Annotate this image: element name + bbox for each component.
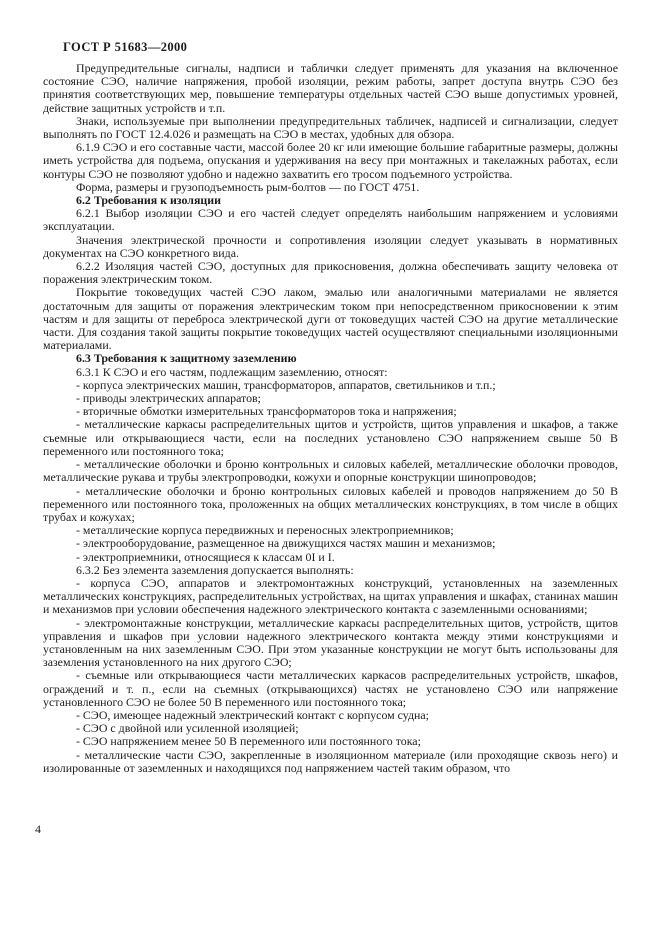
list-item: - электромонтажные конструкции, металлические каркасы распределительных щитов, устройств, щитов управления и шкафов при условии надежного электрического контакта между этими конструкциями и установленным на них заземленным СЭО. При этом указанные конструкции не могут быть использованы для заземления установленного на них другого СЭО;: [43, 615, 618, 670]
list-item: - металлические оболочки и броню контрольных силовых кабелей и проводов напряжением до 50 В переменного или постоянного тока, проложенных на общих металлических конструкциях, в том числе в общих трубах и кожухах;: [43, 483, 618, 524]
paragraph: Предупредительные сигналы, надписи и таблички следует применять для указания на включенное состояние СЭО, наличие напряжения, пробой изоляции, режим работы, запрет доступа внутрь СЭО без принятия соответствующих мер, повышение температуры отдельных частей СЭО выше допустимых уровней, действие защитных устройств и т.п.: [43, 61, 618, 115]
paragraph: Знаки, используемые при выполнении предупредительных табличек, надписей и сигнализации, следует выполнять по ГОСТ 12.4.026 и размещать на СЭО в местах, удобных для обзора.: [43, 113, 618, 142]
list-item: - СЭО, имеющее надежный электрический контакт с корпусом судна;: [76, 707, 429, 722]
document-header: ГОСТ Р 51683—2000: [63, 40, 188, 54]
list-item: - корпуса СЭО, аппаратов и электромонтажных конструкций, установленных на заземленных металлических конструкциях, распределительных устройствах, на щитах управления и шкафах, станинах машин и механизмов при условии обеспечения надежного электрического контакта с заземленными основаниями;: [43, 575, 618, 617]
paragraph: 6.3.1 К СЭО и его частям, подлежащим заземлению, относят:: [76, 364, 388, 379]
paragraph: Покрытие токоведущих частей СЭО лаком, эмалью или аналогичными материалами не является достаточным для защиты от поражения электрическим током при непосредственном прикосновении к этим частям и для защиты от переброса электрической дуги от токоведущих частей СЭО на другие металлические части. Для создания такой защиты покрытие токоведущих частей осуществляют специальными изоляционными материалами.: [43, 285, 618, 353]
paragraph: Форма, размеры и грузоподъемность рым-болтов — по ГОСТ 4751.: [76, 179, 420, 194]
list-item: - съемные или открывающиеся части металлических каркасов распределительных устройств, шкафов, ограждений и т. п., если на съемных (открывающихся) частях не установлено СЭО или напряжение установленного СЭО не более 50 В переменного или постоянного тока;: [43, 668, 618, 709]
list-item: - СЭО напряжением менее 50 В переменного или постоянного тока;: [76, 734, 421, 749]
list-item: - вторичные обмотки измерительных трансформаторов тока и напряжения;: [76, 404, 457, 419]
list-item: - металлические каркасы распределительных щитов и устройств, щитов управления и шкафов, а также съемные или открывающиеся части, если на последних установлено СЭО напряжением свыше 50 В переменного или постоянного тока;: [43, 417, 618, 458]
section-heading: 6.3 Требования к защитному заземлению: [76, 351, 297, 366]
section-heading: 6.2 Требования к изоляции: [76, 193, 221, 208]
paragraph: 6.2.1 Выбор изоляции СЭО и его частей следует определять наибольшим напряжением и условиями эксплуатации.: [43, 206, 618, 234]
paragraph: 6.3.2 Без элемента заземления допускается выполнять:: [76, 562, 354, 577]
page-number: 4: [35, 822, 41, 836]
document-body: [43, 62, 618, 775]
paragraph: 6.2.2 Изоляция частей СЭО, доступных для прикосновения, должна обеспечивать защиту человека от поражения электрическим током.: [43, 259, 618, 287]
list-item: - металлические корпуса передвижных и переносных электроприемников;: [76, 523, 454, 538]
list-item: - металлические оболочки и броню контрольных и силовых кабелей, металлические оболочки проводов, металлические рукава и трубы электропроводки, кожухи и опорные конструкции шинопроводов;: [43, 457, 618, 485]
list-item: - корпуса электрических машин, трансформаторов, аппаратов, светильников и т.п.;: [76, 377, 496, 392]
list-item: - электроприемники, относящиеся к классам 0I и I.: [76, 549, 335, 564]
list-item: - приводы электрических аппаратов;: [76, 391, 261, 406]
list-item: - металлические части СЭО, закрепленные в изоляционном материале (или проходящие сквозь него) и изолированные от заземленных и находящихся под напряжением частей таким образом, что: [43, 747, 618, 775]
list-item: - СЭО с двойной или усиленной изоляцией;: [76, 721, 299, 736]
list-item: - электрооборудование, размещенное на движущихся частях машин и механизмов;: [76, 536, 496, 551]
paragraph: 6.1.9 СЭО и его составные части, массой более 20 кг или имеющие большие габаритные размеры, должны иметь устройства для подъема, опускания и удерживания на весу при монтажных и такелажных работах, если контуры СЭО не позволяют удобно и надежно захватить его тросом подъемного устройства.: [43, 140, 618, 181]
paragraph: Значения электрической прочности и сопротивления изоляции следует указывать в нормативных документах на СЭО конкретного вида.: [43, 232, 618, 260]
